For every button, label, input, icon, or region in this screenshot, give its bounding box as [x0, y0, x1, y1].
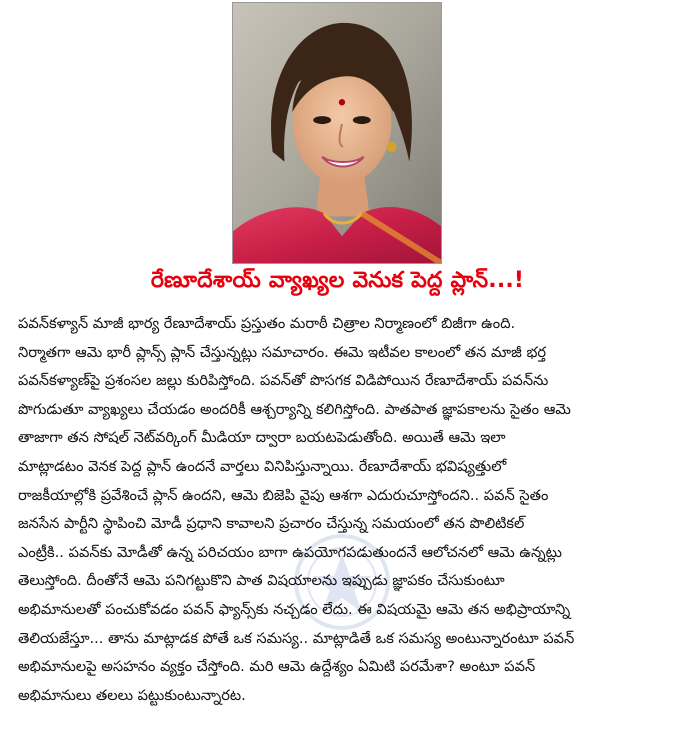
article-line: పవన్‌కళ్యాన్ మాజీ భార్య రేణూదేశాయ్ ప్రస్తుతం మరాఠీ చిత్రాల నిర్మాణంలో బిజీగా ఉంది. [18, 315, 516, 332]
article-line: పొగుడుతూ వ్యాఖ్యలు చేయడం అందరికీ ఆశ్చర్యాన్ని కలిగిస్తోంది. పాతపాత జ్ఞాపకాలను సైతం ఆమె [18, 400, 571, 418]
article-line: తెలియజేస్తూ... తాను మాట్లాడక పోతే ఒక సమస్య.. మాట్లాడితే ఒక సమస్య అంటున్నారంటూ పవన్ [18, 629, 575, 647]
article-line: నిర్మాతగా ఆమె భారీ ప్లాన్స్ ప్లాన్ చేస్తున్నట్లు సమాచారం. ఈమె ఇటీవల కాలంలో తన మాజీ భర్త [18, 343, 547, 361]
article-line: జనసేన పార్టీని స్థాపించి మోడీ ప్రధాని కావాలని ప్రచారం చేస్తున్న సమయంలో తన పొలిటికల్ [18, 515, 525, 533]
article-line: ఎంట్రీకి.. పవన్‌కు మోడీతో ఉన్న పరిచయం బాగా ఉపయోగపడుతుందనే ఆలోచనలో ఆమె ఉన్నట్లు [18, 543, 562, 561]
article-line: అభిమానులు తలలు పట్టుకుంటున్నారట. [18, 686, 246, 704]
portrait-illustration [233, 3, 441, 263]
article-line: పవన్‌కళ్యాణ్‌పై ప్రశంసల జల్లు కురిపిస్తోంది. పవన్‌తో పొసగక విడిపోయిన రేణూదేశాయ్ పవన్‌ను [18, 372, 549, 390]
article-line: మాట్లాడటం వెనక పెద్ద ప్లాన్ ఉందనే వార్తలు వినిపిస్తున్నాయి. రేణూదేశాయ్ భవిష్యత్తులో [18, 457, 507, 475]
article-line: అభిమానులతో పంచుకోవడం పవన్ ఫ్యాన్స్‌కు నచ్చడం లేదు. ఈ విషయమై ఆమె తన అభిప్రాయాన్ని [18, 600, 571, 618]
article-line: తెలుస్తోంది. దీంతోనే ఆమె పనిగట్టుకొని పాత విషయాలను ఇప్పుడు జ్ఞాపకం చేసుకుంటూ [18, 572, 505, 590]
portrait-photo [232, 2, 442, 264]
article-body [18, 310, 658, 710]
article-line: అభిమానులపై అసహనం వ్యక్తం చేస్తోంది. మరి ఆమె ఉద్దేశ్యం ఏమిటి పరమేశా? అంటూ పవన్ [18, 658, 536, 676]
headline: రేణూదేశాయ్ వ్యాఖ్యల వెనుక పెద్ద ప్లాన్...! [150, 268, 525, 293]
article-line: రాజకీయాల్లోకి ప్రవేశించే ప్లాన్ ఉందని, ఆమె బిజెపి వైపు ఆశగా ఎదురుచూస్తోందని.. పవన్ సైతం [18, 486, 549, 504]
article-line: తాజాగా తన సోషల్ నెట్‌వర్కింగ్ మీడియా ద్వారా బయటపెడుతోంది. అయితే ఆమె ఇలా [18, 429, 506, 447]
